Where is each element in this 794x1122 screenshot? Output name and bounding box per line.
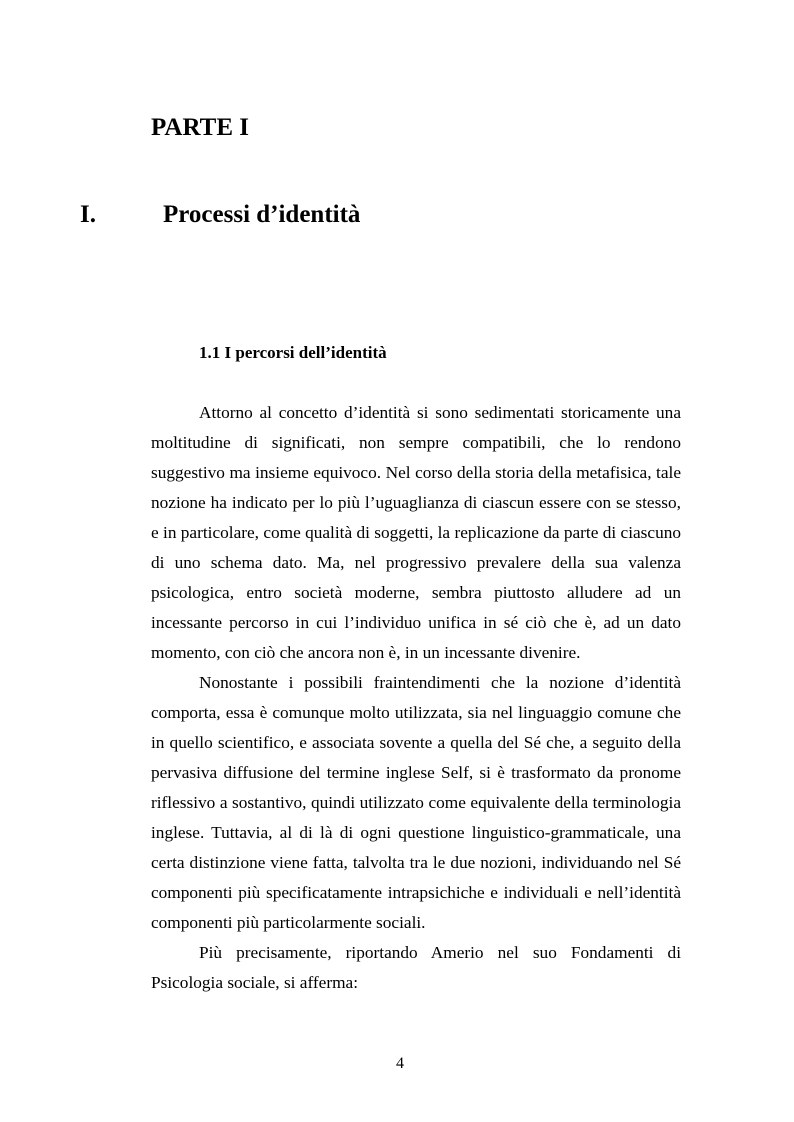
body-text: [151, 398, 681, 998]
paragraph-2: Nonostante i possibili fraintendimenti che la nozione d’identità comporta, essa è comunque molto utilizzata, sia nel linguaggio comune che in quello scientifico, e associata sovente a quella del Sé che, a seguito della pervasiva diffusione del termine inglese Self, si è trasformato da pronome riflessivo a sostantivo, quindi utilizzato come equivalente della terminologia inglese. Tuttavia, al di là di ogni questione linguistico-grammaticale, una certa distinzione viene fatta, talvolta tra le due nozioni, individuando nel Sé componenti più specificatamente intrapsichiche e individuali e nell’identità componenti più particolarmente sociali.: [151, 673, 681, 932]
page-number: 4: [396, 1055, 404, 1072]
paragraph-1: Attorno al concetto d’identità si sono sedimentati storicamente una moltitudine di significati, non sempre compatibili, che lo rendono suggestivo ma insieme equivoco. Nel corso della storia della metafisica, tale nozione ha indicato per lo più l’uguaglianza di ciascun essere con se stesso, e in particolare, come qualità di soggetti, la replicazione da parte di ciascuno di uno schema dato. Ma, nel progressivo prevalere della sua valenza psicologica, entro società moderne, sembra piuttosto alludere ad un incessante percorso in cui l’individuo unifica in sé ciò che è, ad un dato momento, con ciò che ancora non è, in un incessante divenire.: [151, 403, 681, 662]
paragraph-3: Più precisamente, riportando Amerio nel suo Fondamenti di Psicologia sociale, si afferma:: [151, 943, 681, 992]
part-title: PARTE I: [151, 114, 249, 141]
chapter-title: Processi d’identità: [163, 201, 361, 228]
section-title: 1.1 I percorsi dell’identità: [199, 343, 387, 362]
chapter-number: I.: [80, 201, 96, 228]
